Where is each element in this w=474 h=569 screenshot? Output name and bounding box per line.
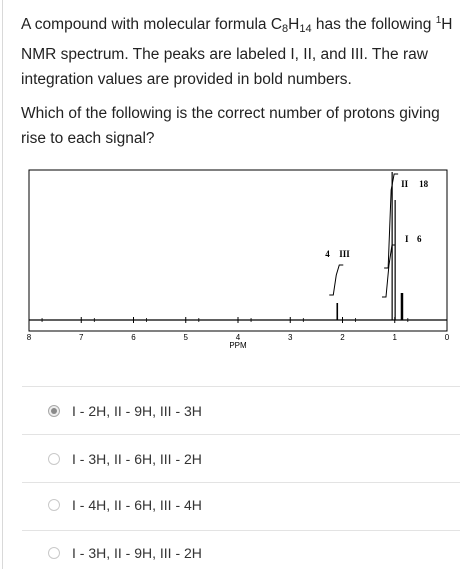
- peak-III-value: 4: [325, 249, 330, 259]
- radio-button[interactable]: [48, 405, 60, 417]
- x-tick-label: 5: [183, 333, 188, 342]
- option-label: I - 3H, II - 6H, III - 2H: [72, 451, 202, 467]
- option-4[interactable]: [48, 542, 448, 564]
- option-3[interactable]: [48, 494, 448, 516]
- x-tick-label: 6: [131, 333, 136, 342]
- option-label: I - 4H, II - 6H, III - 4H: [72, 497, 202, 513]
- separator: [22, 530, 460, 531]
- option-1[interactable]: [48, 400, 448, 422]
- question-paragraph-2: Which of the following is the correct number of protons giving rise to each signal?: [21, 105, 440, 147]
- radio-button[interactable]: [48, 499, 60, 511]
- x-tick-label: 3: [288, 333, 293, 342]
- peak-I-label: I: [404, 234, 409, 244]
- nmr-spectrum: [0, 150, 474, 365]
- radio-button[interactable]: [48, 453, 60, 465]
- peak-III-label: III: [339, 249, 350, 259]
- separator: [22, 482, 460, 483]
- peak-II-value: 18: [419, 179, 429, 189]
- spectrum-frame: [29, 170, 447, 331]
- option-2[interactable]: [48, 448, 448, 470]
- x-tick-label: 4: [235, 333, 241, 342]
- radio-button[interactable]: [48, 547, 60, 559]
- option-label: I - 2H, II - 9H, III - 3H: [72, 403, 202, 419]
- integration-curve-III: [329, 265, 343, 295]
- separator: [22, 386, 460, 387]
- peak-I-value: 6: [416, 234, 422, 244]
- question-paragraph-1: A compound with molecular formula $C_8H_{14}$ has the following $^1$H NMR spectrum. The peaks are labeled I, II, and III. The raw integration values are provided in bold numbers.: [21, 15, 453, 88]
- x-tick-label: 0: [444, 333, 450, 342]
- x-tick-label: 7: [79, 333, 84, 342]
- radio-selected-dot: [51, 408, 57, 414]
- x-tick-label: 1: [392, 333, 397, 342]
- nmr-spectrum-svg: [0, 150, 474, 365]
- x-tick-label: 8: [26, 333, 32, 342]
- separator: [22, 434, 460, 435]
- x-axis-label: PPM: [229, 341, 247, 350]
- option-label: I - 3H, II - 9H, III - 2H: [72, 545, 202, 561]
- peak-II-label: II: [401, 179, 409, 189]
- x-tick-label: 2: [340, 333, 345, 342]
- question-text: [21, 8, 461, 160]
